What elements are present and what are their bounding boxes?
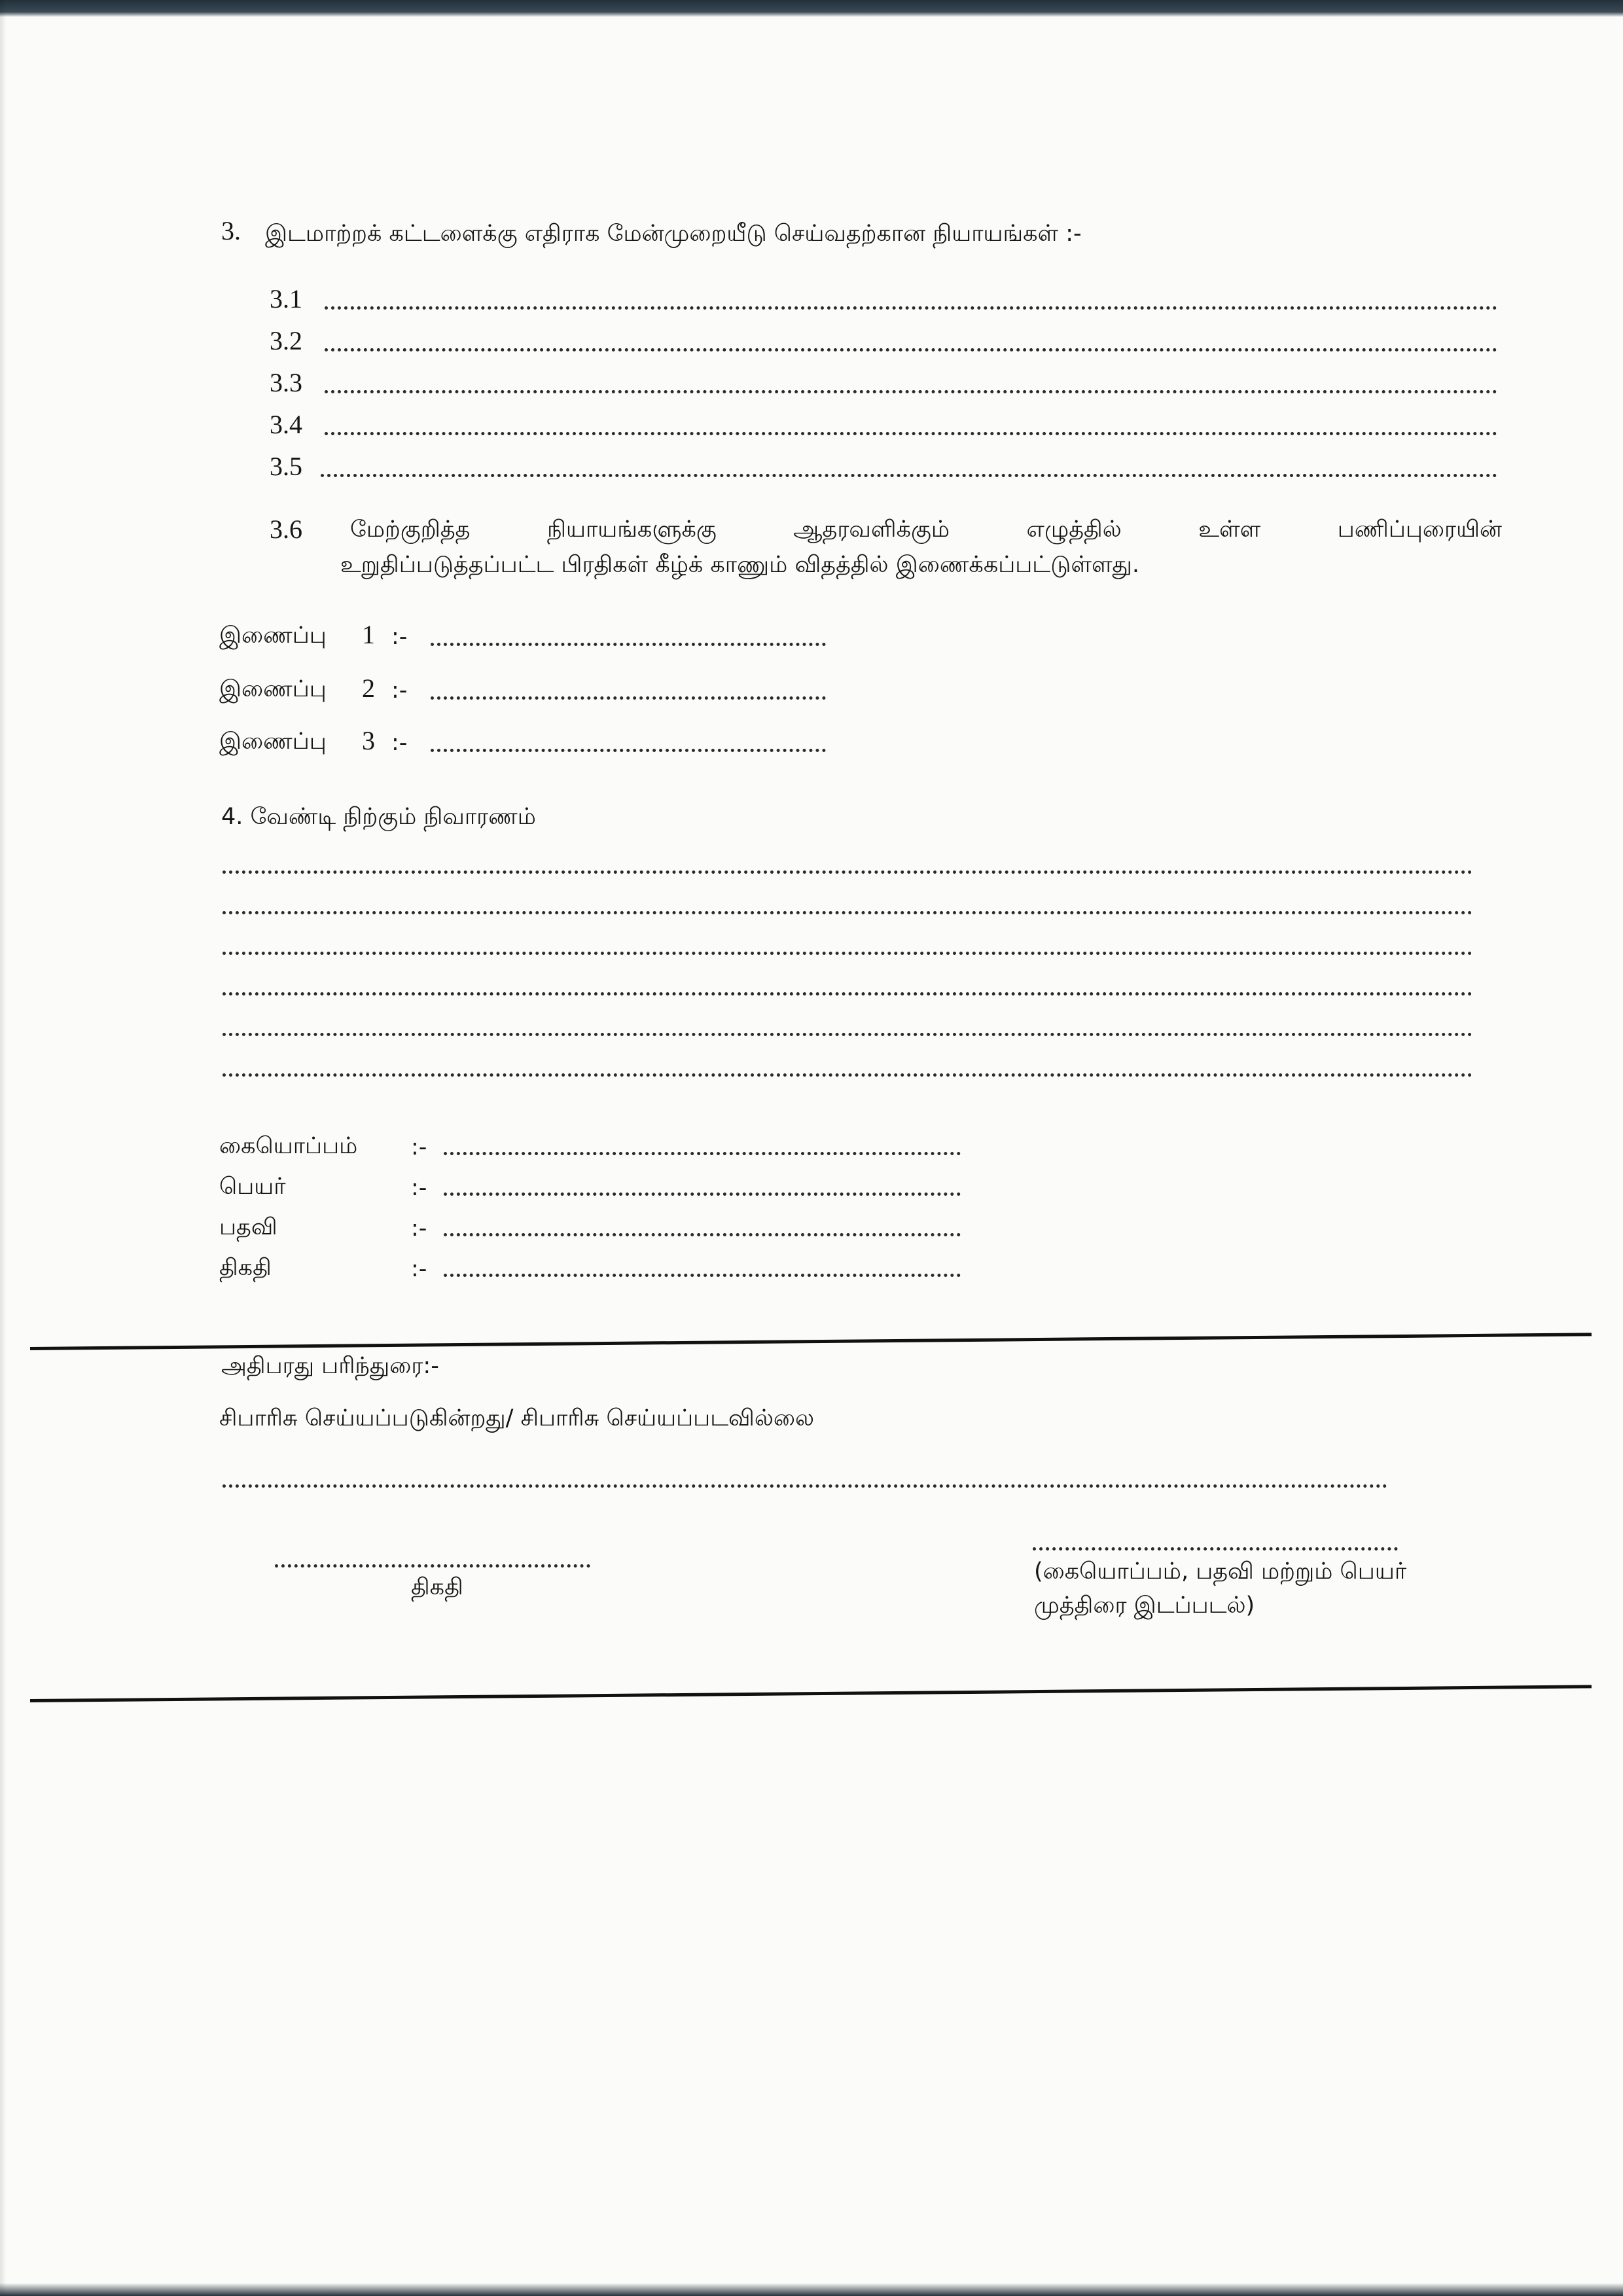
attachment-separator: :- — [391, 677, 408, 704]
head-signature-caption-line1: (கையொப்பம், பதவி மற்றும் பெயர் — [1034, 1558, 1407, 1585]
attachment-2-line[interactable] — [431, 696, 826, 700]
attachment-number: 1 — [362, 620, 375, 649]
scan-edge-left — [0, 0, 7, 2296]
designation-line[interactable] — [444, 1233, 961, 1236]
name-line[interactable] — [444, 1193, 961, 1196]
scan-edge-bottom — [0, 2283, 1623, 2296]
relief-line[interactable] — [223, 870, 1472, 874]
relief-line[interactable] — [223, 911, 1472, 914]
date-label: திகதி — [219, 1255, 272, 1281]
item-number: 3.2 — [270, 326, 302, 355]
answer-line-3-4[interactable] — [325, 432, 1497, 435]
section-divider — [30, 1333, 1592, 1350]
scan-edge-top — [0, 0, 1623, 17]
relief-line[interactable] — [223, 992, 1472, 996]
recommendation-title: அதிபரது பரிந்துரை:- — [221, 1353, 439, 1379]
head-signature-caption-line2: முத்திரை இடப்படல்) — [1034, 1592, 1255, 1619]
attachment-number: 3 — [362, 726, 375, 755]
signature-label: கையொப்பம் — [219, 1133, 358, 1159]
attachment-3-line[interactable] — [431, 749, 826, 752]
attachment-1-line[interactable] — [431, 643, 826, 646]
item-3-6-line1: மேற்குறித்த நியாயங்களுக்கு ஆதரவளிக்கும் எழுத்தில் உள்ள பணிப்புரையின் — [350, 516, 1502, 543]
name-label: பெயர் — [219, 1174, 286, 1200]
attachment-number: 2 — [362, 673, 375, 703]
answer-line-3-2[interactable] — [325, 348, 1497, 351]
attachment-separator: :- — [391, 624, 408, 650]
answer-line-3-1[interactable] — [325, 306, 1497, 310]
answer-line-3-3[interactable] — [325, 390, 1497, 393]
item-number: 3.4 — [270, 410, 302, 439]
answer-line-3-5[interactable] — [321, 474, 1497, 477]
section-3-heading: இடமாற்றக் கட்டளைக்கு எதிராக மேன்முறையீடு செய்வதற்கான நியாயங்கள் :- — [265, 221, 1082, 247]
section-3-number: 3. — [221, 216, 241, 245]
relief-line[interactable] — [223, 952, 1472, 955]
designation-separator: :- — [411, 1215, 427, 1242]
recommendation-date-label: திகதி — [411, 1574, 463, 1600]
section-divider-bottom — [30, 1685, 1592, 1702]
head-signature-line[interactable] — [1033, 1547, 1398, 1551]
item-number-3-6: 3.6 — [270, 514, 302, 544]
recommendation-line[interactable] — [223, 1484, 1387, 1488]
attachment-label: இணைப்பு — [219, 622, 327, 649]
item-3-6-line2: உறுதிப்படுத்தப்பட்ட பிரதிகள் கீழ்க் காணும் விதத்தில் இணைக்கப்பட்டுள்ளது. — [340, 552, 1140, 578]
attachment-separator: :- — [391, 730, 408, 756]
section-4-heading: 4. வேண்டி நிற்கும் நிவாரணம் — [221, 804, 536, 830]
date-separator: :- — [411, 1256, 427, 1282]
recommendation-date-line[interactable] — [275, 1564, 590, 1568]
item-number: 3.3 — [270, 368, 302, 397]
name-separator: :- — [411, 1175, 427, 1201]
item-number: 3.5 — [270, 452, 302, 481]
attachment-label: இணைப்பு — [219, 728, 327, 755]
signature-line[interactable] — [444, 1152, 961, 1155]
date-line[interactable] — [444, 1274, 961, 1277]
designation-label: பதவி — [219, 1214, 277, 1240]
relief-line[interactable] — [223, 1033, 1472, 1036]
attachment-label: இணைப்பு — [219, 676, 327, 702]
recommendation-options[interactable]: சிபாரிசு செய்யப்படுகின்றது/ சிபாரிசு செய்யப்படவில்லை — [219, 1405, 815, 1431]
signature-separator: :- — [411, 1134, 427, 1160]
relief-line[interactable] — [223, 1073, 1472, 1077]
item-number: 3.1 — [270, 284, 302, 314]
